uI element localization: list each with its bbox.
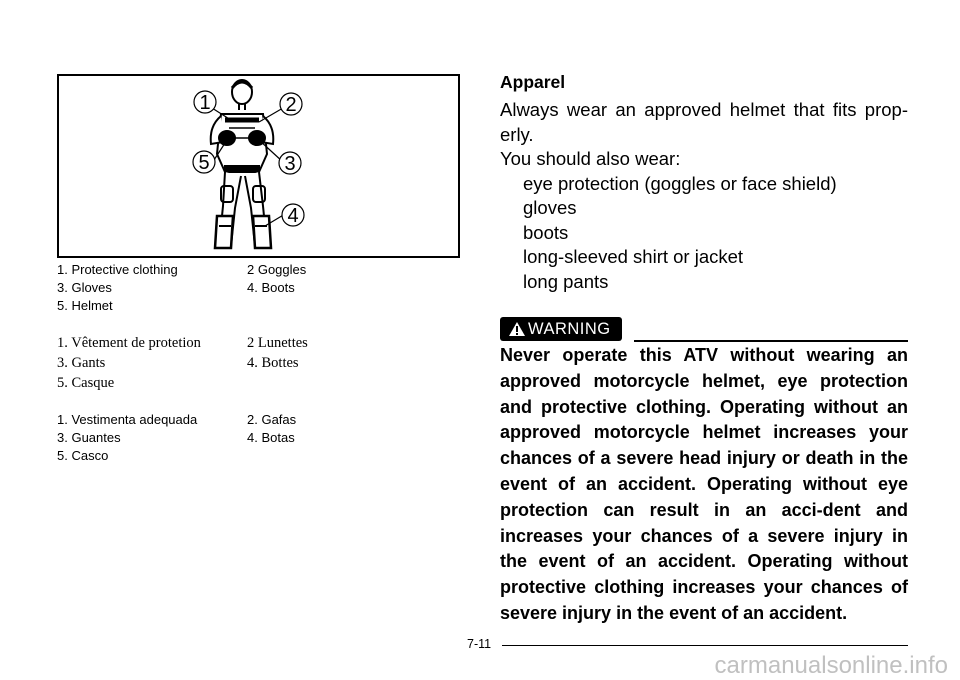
page-number: 7-11 [467,637,492,651]
legend-item: 4. Botas [247,430,295,445]
warning-header [500,313,908,343]
legend-row [57,373,308,393]
legend-english [57,261,306,315]
legend-row [57,279,306,297]
callout-3 [279,152,301,175]
svg-text:5: 5 [198,152,210,174]
list-item: eye protection (goggles or face shield) [523,172,837,194]
svg-text:2: 2 [285,94,297,116]
watermark: carmanualsonline.info [714,652,948,679]
legend-row [57,353,308,373]
list-item: gloves [523,197,577,218]
legend-item: 4. Bottes [247,355,299,371]
legend-row [57,261,306,279]
apparel-body [500,98,908,294]
svg-text:3: 3 [284,153,296,175]
also-text: You should also wear: [500,148,681,169]
legend-item: 2 Goggles [247,262,307,277]
legend-row [57,411,296,429]
legend-item: 2 Lunettes [247,335,308,351]
legend-french [57,333,308,393]
svg-text:1: 1 [199,92,211,114]
legend-item: 5. Casco [57,448,109,463]
callout-5 [193,151,215,174]
warning-text [500,343,908,627]
rider-illustration [59,76,458,256]
legend-item: 3. Gants [57,355,106,371]
legend-item: 3. Guantes [57,430,121,445]
warning-paragraph: Never operate this ATV without wearing an approved motorcycle helmet, eye protection and protective clothing. Operating without an approved motorcycle helmet increases your chances of a severe head injury or death in the event of an accident. Operating without eye protection can result in an acci-dent and increases your chances of a severe injury in the event of an accident. Operating without protective clothing increases your chances of severe injury in the event of an accident. [500,345,908,623]
list-item: long pants [523,270,609,292]
legend-spanish [57,411,296,465]
bottom-rule [502,645,908,646]
legend-item: 4. Boots [247,280,295,295]
intro-text: Always wear an approved helmet that fits prop-erly. [500,99,908,145]
callout-2 [280,93,302,116]
warning-rule [634,340,908,342]
list-item: boots [523,221,569,243]
legend-row [57,297,306,315]
legend-item: 1. Protective clothing [57,262,178,277]
legend-item: 3. Gloves [57,280,112,295]
legend-row [57,429,296,447]
warning-label: WARNING [528,319,611,338]
legend-row [57,447,296,465]
section-title: Apparel [500,72,566,92]
figure-box [57,74,460,258]
legend-item: 5. Helmet [57,298,113,313]
legend-item: 5. Casque [57,375,115,391]
list-item: long-sleeved shirt or jacket [523,246,744,267]
callout-4 [282,204,304,227]
svg-text:4: 4 [287,205,299,227]
legend-item: 1. Vestimenta adequada [57,412,198,427]
warning-badge [500,317,622,341]
legend-item: 1. Vêtement de protetion [57,335,201,351]
legend-row [57,333,308,353]
callout-1 [194,91,216,114]
legend-item: 2. Gafas [247,412,297,427]
warning-triangle-icon [508,321,526,337]
